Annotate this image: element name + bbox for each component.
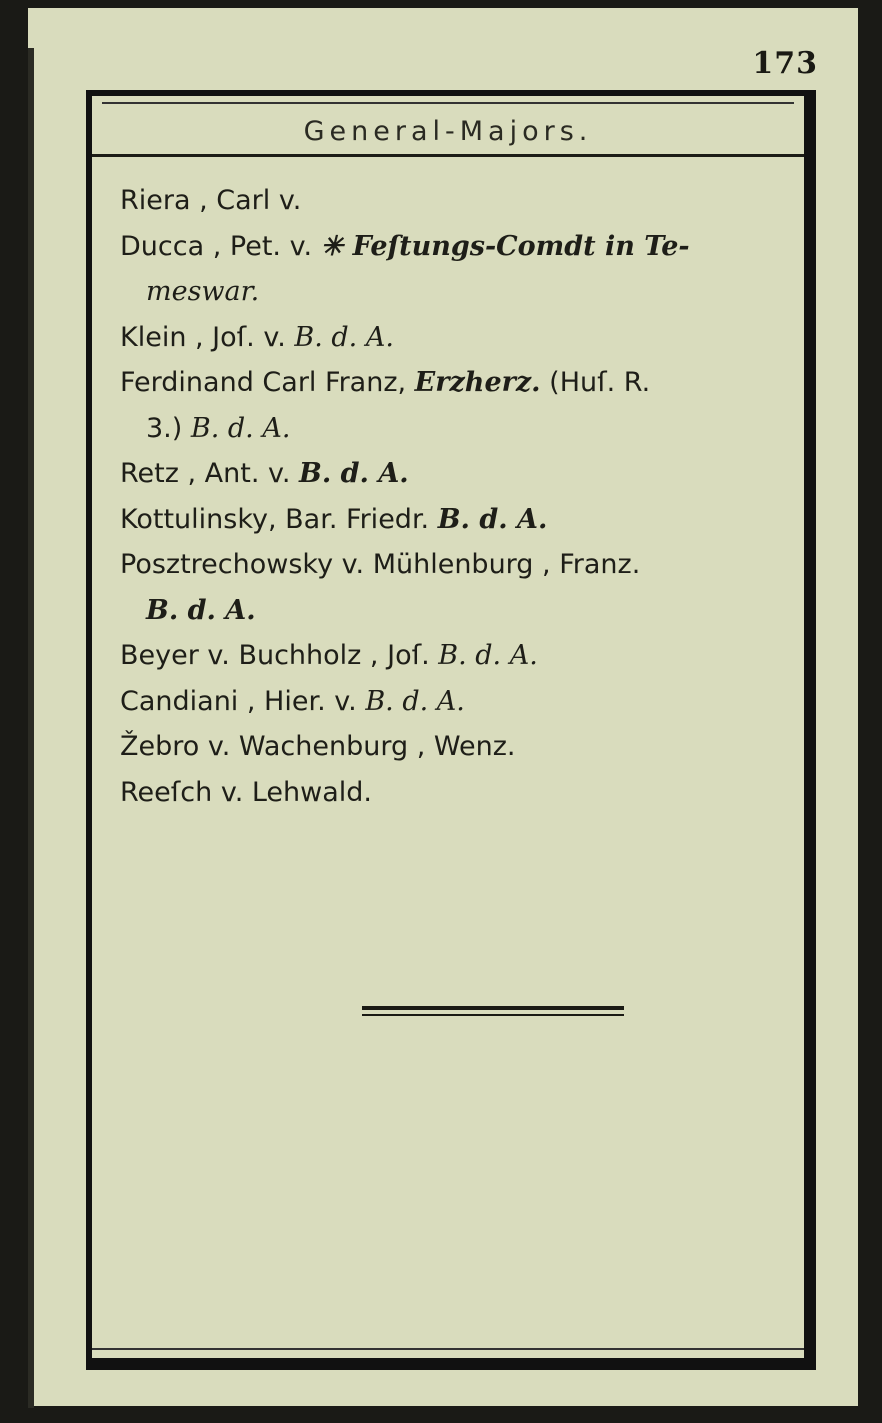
page-number: 173 [752, 46, 818, 81]
list-item [120, 451, 786, 497]
end-rule-thin [362, 1014, 624, 1016]
entry-name: Riera , Carl v. [120, 185, 302, 216]
end-rule [362, 1006, 624, 1010]
list-item [120, 315, 786, 361]
entry-continuation: meswar. [146, 276, 260, 307]
list-item [120, 724, 786, 770]
title-rule [92, 154, 804, 157]
entry-name: Ferdinand Carl Franz, [120, 367, 415, 398]
entry-continuation: B. d. A. [190, 412, 291, 444]
entry-name: Reeſch v. Lehwald. [120, 776, 373, 808]
entry-extra: (Huſ. R. [540, 367, 651, 398]
entry-detail: B. d. A. [365, 685, 465, 717]
section-title: General-Majors. [303, 116, 593, 147]
entry-continuation-prefix: 3.) [146, 412, 191, 444]
list-item-continuation [120, 588, 786, 634]
entry-name: Žebro v. Wachenburg , Wenz. [120, 731, 516, 762]
entry-detail: Erzherz. [414, 367, 541, 398]
entry-name: Kottulinsky, Bar. Friedr. [120, 503, 438, 535]
entry-name: Candiani , Hier. v. [120, 685, 366, 717]
page-frame [86, 90, 816, 1370]
book-page [28, 8, 858, 1406]
list-item [120, 633, 786, 679]
list-item-continuation [120, 269, 786, 315]
entry-detail: B. d. A. [437, 503, 548, 535]
entry-continuation: B. d. A. [146, 594, 256, 626]
spine-line [28, 48, 34, 1408]
entry-name: Ducca , Pet. v. [120, 230, 321, 262]
list-item [120, 360, 786, 406]
entry-detail: B. d. A. [438, 640, 538, 671]
entry-name: Posztrechowsky v. Mühlenburg , Franz. [120, 549, 641, 580]
frame-top-rule [102, 102, 794, 104]
list-item [120, 178, 786, 224]
entry-name: Retz , Ant. v. [120, 458, 300, 489]
list-item [120, 224, 786, 270]
officer-list [120, 178, 786, 815]
list-item-continuation [120, 406, 786, 452]
list-item [120, 679, 786, 725]
list-item [120, 770, 786, 816]
entry-detail: ✳ Feſtungs-Comdt in Te- [320, 230, 690, 262]
entry-detail: B. d. A. [299, 458, 409, 489]
entry-detail: B. d. A. [294, 321, 394, 353]
frame-bottom-rule [92, 1348, 804, 1350]
entry-name: Beyer v. Buchholz , Joſ. [120, 640, 439, 671]
entry-name: Klein , Joſ. v. [120, 321, 295, 353]
list-item [120, 497, 786, 543]
list-item [120, 542, 786, 588]
